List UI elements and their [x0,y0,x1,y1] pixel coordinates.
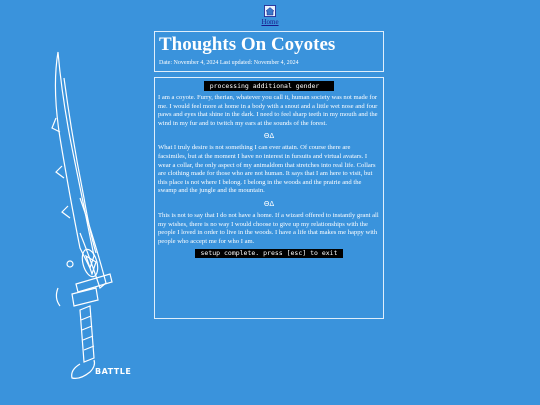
paragraph-1: I am a coyote. Furry, therian, whatever you call it, human society was not made for me. I would feel more at home in a body with a snout and a little wet nose and four paws and eyes that shine in the dark. I need to feel sharp teeth in my mouth and the wind in my fur and to twitch my ears at the sounds of the forest. [158,94,378,127]
home-icon[interactable] [264,5,276,17]
terminal-banner-top [204,81,335,91]
separator-2: ΘΔ [263,199,275,208]
home-link[interactable]: Home [261,18,279,26]
cursor-icon [321,81,328,88]
home-nav[interactable] [258,5,282,26]
paragraph-3: This is not to say that I do not have a home. If a wizard offered to instantly grant all my wishes, there is no way I would choose to give up my relationships with the people I loved in order to live in the woods. I have a life that makes me happy with people who accept me for who I am. [158,211,379,245]
battle-label: BATTLE [95,367,132,376]
post-dates: Date: November 4, 2024 Last updated: November 4, 2024 [159,60,299,66]
page-title: Thoughts On Coyotes [159,34,336,55]
separator-1: ΘΔ [263,132,275,141]
paragraph-2: What I truly desire is not something I can ever attain. Of course there are facsimiles, but at the moment I have no interest in fursuits and virtual avatars. I wear a collar, the only aspect of my animaldom that stretches into real life. Collars are clothing made for those who are not human. It says that I am here to visit, but this place is not where I belong. I belong in the woods and the prairie and the swamp and the jungle and the mountain. [158,144,376,195]
sword-illustration [50,48,130,388]
terminal-top-text: processing additional gender [209,82,320,90]
post-body [154,77,384,319]
terminal-banner-bottom: setup complete. press [esc] to exit [195,249,344,258]
post-header [154,31,384,72]
